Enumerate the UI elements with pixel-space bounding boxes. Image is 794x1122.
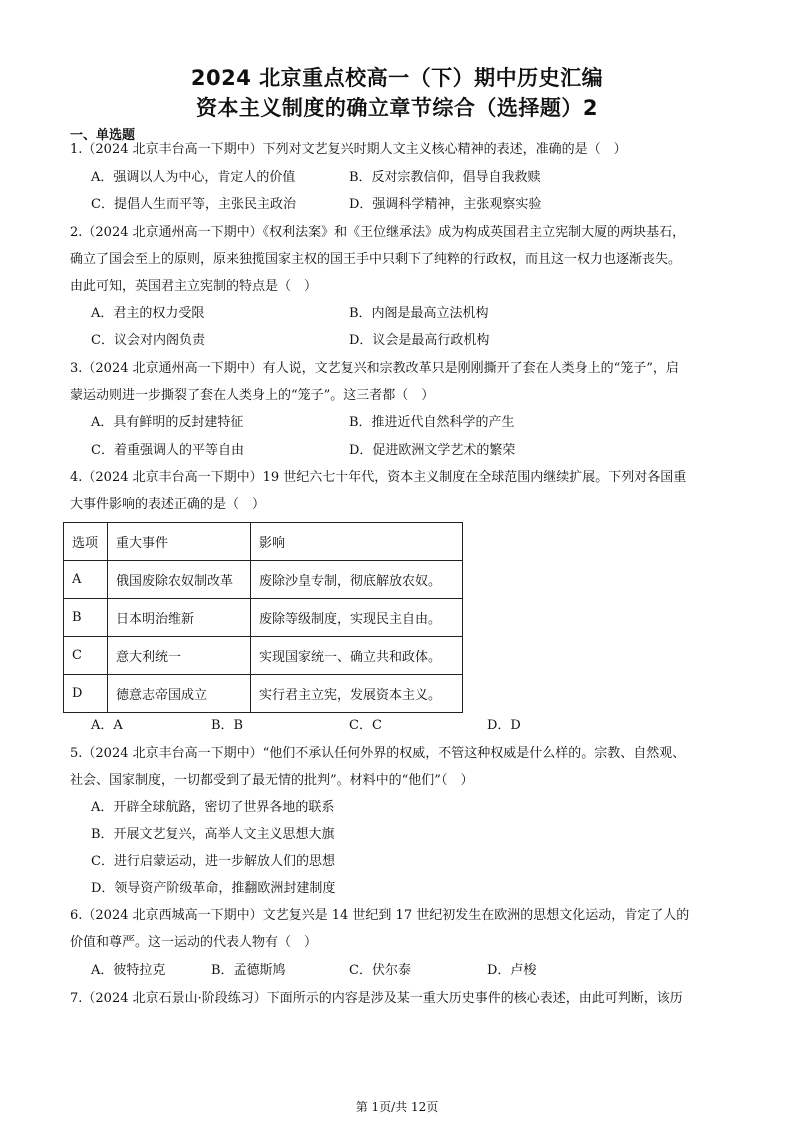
q3-option-c: C．着重强调人的平等自由 (91, 443, 244, 458)
q3-option-b: B．推进近代自然科学的产生 (349, 415, 515, 430)
table-row (64, 637, 463, 675)
table-cell: D (64, 675, 108, 713)
q1-stem: 1.（2024 北京丰台高一下期中）下列对文艺复兴时期人文主义核心精神的表述，准确的是（ ） (70, 142, 627, 157)
q5-option-c: C．进行启蒙运动，进一步解放人们的思想 (91, 854, 335, 869)
q4-option-d: D．D (487, 718, 521, 733)
q5-option-b: B．开展文艺复兴，高举人文主义思想大旗 (91, 827, 335, 842)
document-title-line2: 资本主义制度的确立章节综合（选择题）2 (195, 96, 599, 120)
q6-stem-line2: 价值和尊严。这一运动的代表人物有（ ） (70, 935, 318, 950)
table-row (64, 561, 463, 599)
q5-option-d: D．领导资产阶级革命，推翻欧洲封建制度 (91, 881, 336, 896)
table-header-cell: 重大事件 (108, 523, 251, 561)
section-heading: 一、单选题 (70, 128, 136, 143)
q2-option-c: C．议会对内阁负责 (91, 333, 205, 348)
q2-stem-line2: 确立了国会至上的原则，原来独揽国家主权的国王手中只剩下了纯粹的行政权，而且这一权力也逐渐丧失。 (70, 252, 682, 267)
table-cell: 实现国家统一、确立共和政体。 (251, 637, 463, 675)
q5-option-a: A．开辟全球航路，密切了世界各地的联系 (91, 800, 335, 815)
q7-stem-line1: 7.（2024 北京石景山·阶段练习）下面所示的内容是涉及某一重大历史事件的核心表述，由此可判断，该历 (70, 991, 683, 1006)
table-header-cell: 影响 (251, 523, 463, 561)
q3-stem-line2: 蒙运动则进一步撕裂了套在人类身上的“笼子”。这三者都（ ） (70, 388, 435, 403)
page-footer: 第 1页/共 12页 (355, 1100, 439, 1114)
q4-stem-line2: 大事件影响的表述正确的是（ ） (70, 497, 266, 512)
table-cell: B (64, 599, 108, 637)
q6-option-b: B．孟德斯鸠 (211, 963, 286, 978)
table-cell: 废除等级制度，实现民主自由。 (251, 599, 463, 637)
q2-stem-line3: 由此可知，英国君主立宪制的特点是（ ） (70, 279, 318, 294)
q2-stem-line1: 2.（2024 北京通州高一下期中）《权利法案》和《王位继承法》成为构成英国君主立宪制大厦的两块基石， (70, 225, 686, 240)
q2-option-b: B．内阁是最高立法机构 (349, 306, 489, 321)
table-cell: A (64, 561, 108, 599)
q2-option-a: A．君主的权力受限 (91, 306, 205, 321)
q5-stem-line1: 5.（2024 北京丰台高一下期中）“他们不承认任何外界的权威，不管这种权威是什么样的。宗教、自然观、 (70, 746, 686, 761)
q6-stem-line1: 6.（2024 北京西城高一下期中）文艺复兴是 14 世纪到 17 世纪初发生在欧洲的思想文化运动，肯定了人的 (70, 908, 690, 923)
table-header-cell: 选项 (64, 523, 108, 561)
q1-option-b: B．反对宗教信仰，倡导自我救赎 (349, 170, 541, 185)
table-cell: 意大利统一 (108, 637, 251, 675)
events-table (63, 522, 463, 713)
q6-option-c: C．伏尔泰 (349, 963, 411, 978)
q6-option-a: A．彼特拉克 (91, 963, 166, 978)
q1-option-d: D．强调科学精神，主张观察实验 (349, 197, 542, 212)
q3-stem-line1: 3.（2024 北京通州高一下期中）有人说，文艺复兴和宗教改革只是刚刚撕开了套在人类身上的“笼子”，启 (70, 361, 679, 376)
table-header-row (64, 523, 463, 561)
q4-option-b: B．B (211, 718, 244, 733)
q2-option-d: D．议会是最高行政机构 (349, 333, 490, 348)
q4-option-c: C．C (349, 718, 382, 733)
q3-option-a: A．具有鲜明的反封建特征 (91, 415, 244, 430)
table-cell: 俄国废除农奴制改革 (108, 561, 251, 599)
q4-option-a: A．A (91, 718, 123, 733)
table-cell: C (64, 637, 108, 675)
q5-stem-line2: 社会、国家制度，一切都受到了最无情的批判”。材料中的“他们”（ ） (70, 773, 474, 788)
q6-option-d: D．卢梭 (487, 963, 537, 978)
document-title-line1: 2024 北京重点校高一（下）期中历史汇编 (190, 66, 604, 90)
q3-option-d: D．促进欧洲文学艺术的繁荣 (349, 443, 516, 458)
table-cell: 废除沙皇专制，彻底解放农奴。 (251, 561, 463, 599)
table-row (64, 599, 463, 637)
table-cell: 日本明治维新 (108, 599, 251, 637)
q1-option-c: C．提倡人生而平等，主张民主政治 (91, 197, 296, 212)
table-row (64, 675, 463, 713)
q4-stem-line1: 4.（2024 北京丰台高一下期中）19 世纪六七十年代，资本主义制度在全球范围内继续扩展。下列对各国重 (70, 470, 687, 485)
table-cell: 实行君主立宪，发展资本主义。 (251, 675, 463, 713)
table-cell: 德意志帝国成立 (108, 675, 251, 713)
q1-option-a: A．强调以人为中心，肯定人的价值 (91, 170, 296, 185)
